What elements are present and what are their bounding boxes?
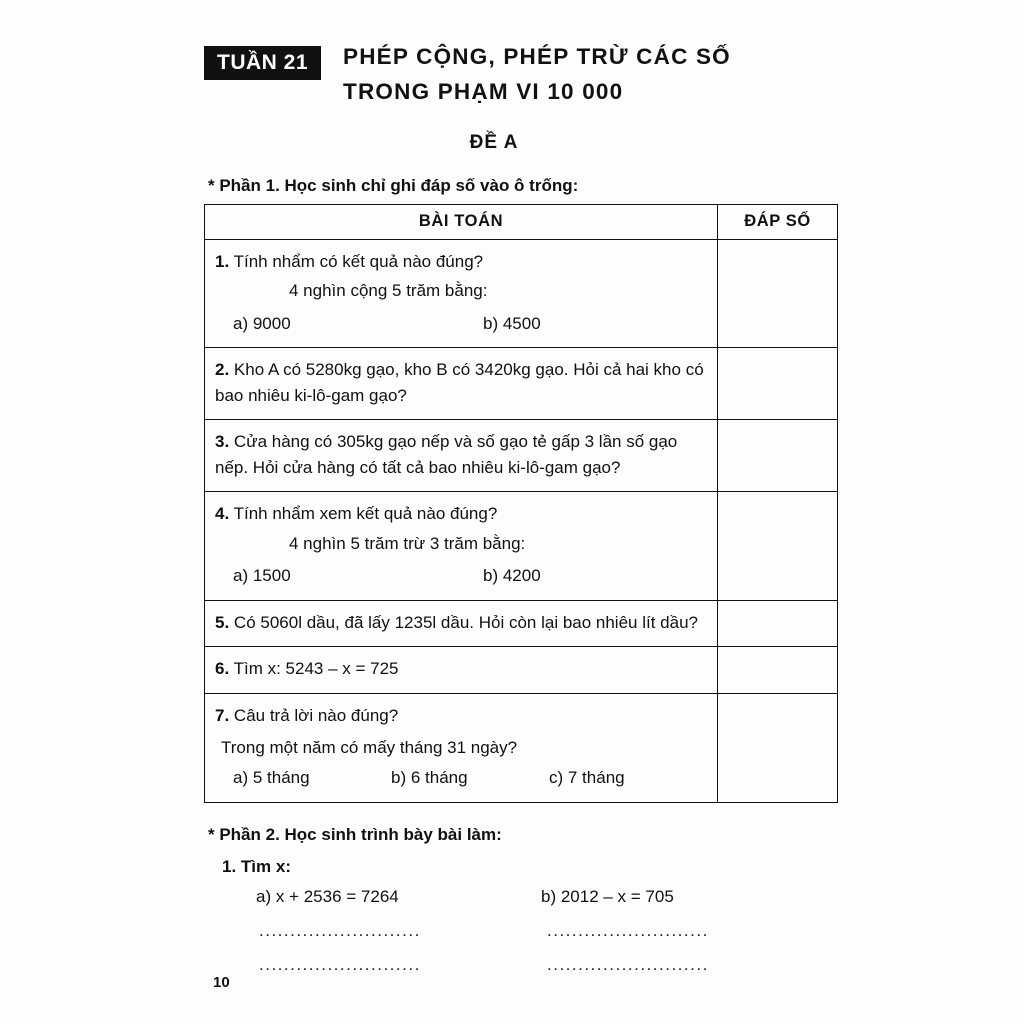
column-header-answer: ĐÁP SỐ: [718, 204, 838, 239]
question-cell-5: [205, 600, 718, 647]
question-number-3: 3.: [215, 432, 230, 452]
option-1a[interactable]: a) 9000: [233, 313, 291, 333]
page-title-line-1: PHÉP CỘNG, PHÉP TRỪ CÁC SỐ: [343, 44, 731, 69]
part2-item-text: Tìm x:: [240, 856, 291, 876]
option-7b[interactable]: b) 6 tháng: [391, 768, 468, 788]
page-number: 10: [213, 974, 230, 991]
part2-label: * Phần 2. Học sinh trình bày bài làm:: [208, 824, 502, 844]
question-sub-4: 4 nghìn 5 trăm trừ 3 trăm bằng:: [289, 533, 526, 553]
question-number-2: 2.: [215, 360, 230, 380]
question-options-4: [215, 563, 707, 589]
table-row: [205, 647, 838, 694]
answer-cell-4[interactable]: [718, 492, 838, 601]
question-sub-1: 4 nghìn cộng 5 trăm bằng:: [289, 281, 488, 301]
question-cell-4: [205, 492, 718, 601]
option-7a[interactable]: a) 5 tháng: [233, 768, 310, 788]
question-cell-7: [205, 693, 718, 802]
table-row: [205, 693, 838, 802]
answer-line-row-1: [256, 921, 844, 941]
table-header-row: [205, 204, 838, 239]
answer-line-2a[interactable]: ..........................: [259, 954, 421, 974]
answer-cell-1[interactable]: [718, 239, 838, 348]
question-options-7: [233, 765, 707, 791]
question-text-7: Câu trả lời nào đúng?: [233, 705, 399, 725]
part1-table: [204, 204, 838, 803]
page-header: [204, 40, 844, 110]
page-title-line-2: TRONG PHẠM VI 10 000: [343, 78, 624, 104]
question-number-6: 6.: [215, 659, 230, 679]
answer-cell-6[interactable]: [718, 647, 838, 694]
table-row: [205, 420, 838, 492]
equation-a: a) x + 2536 = 7264: [256, 886, 399, 906]
table-row: [205, 239, 838, 348]
answer-cell-2[interactable]: [718, 348, 838, 420]
answer-line-2b[interactable]: ..........................: [547, 954, 709, 974]
question-cell-6: [205, 647, 718, 694]
table-row: [205, 600, 838, 647]
question-number-4: 4.: [215, 504, 230, 524]
question-number-7: 7.: [215, 705, 230, 725]
answer-line-1b[interactable]: ..........................: [547, 920, 709, 940]
part2-equations: [256, 887, 844, 907]
question-text-2: Kho A có 5280kg gạo, kho B có 3420kg gạo. Hỏi cả hai kho có bao nhiêu ki-lô-gam gạo?: [215, 360, 704, 405]
question-sub-7: Trong một năm có mấy tháng 31 ngày?: [221, 738, 518, 758]
table-row: [205, 348, 838, 420]
question-options-1: [215, 311, 707, 337]
option-4a[interactable]: a) 1500: [233, 566, 291, 586]
answer-line-1a[interactable]: ..........................: [259, 920, 421, 940]
answer-line-row-2: [256, 955, 844, 975]
option-4b[interactable]: b) 4200: [483, 566, 541, 586]
question-cell-1: [205, 239, 718, 348]
week-badge: TUẦN 21: [204, 46, 321, 80]
question-text-1: Tính nhẩm có kết quả nào đúng?: [233, 251, 484, 271]
part2-item-1: [222, 857, 844, 877]
part1-label: * Phần 1. Học sinh chỉ ghi đáp số vào ô trống:: [208, 175, 579, 195]
table-row: [205, 492, 838, 601]
question-text-5: Có 5060l dầu, đã lấy 1235l dầu. Hỏi còn lại bao nhiêu lít dầu?: [233, 612, 698, 632]
question-number-1: 1.: [215, 251, 230, 271]
column-header-problem: BÀI TOÁN: [205, 204, 718, 239]
answer-cell-7[interactable]: [718, 693, 838, 802]
question-cell-3: [205, 420, 718, 492]
question-text-4: Tính nhẩm xem kết quả nào đúng?: [233, 504, 498, 524]
answer-cell-3[interactable]: [718, 420, 838, 492]
equation-b: b) 2012 – x = 705: [541, 886, 674, 906]
answer-cell-5[interactable]: [718, 600, 838, 647]
page-content: [204, 40, 844, 975]
question-cell-2: [205, 348, 718, 420]
part2-item-number: 1.: [222, 856, 237, 876]
question-text-6: Tìm x: 5243 – x = 725: [233, 659, 399, 679]
exam-code: ĐỀ A: [469, 131, 519, 153]
option-1b[interactable]: b) 4500: [483, 313, 541, 333]
option-7c[interactable]: c) 7 tháng: [549, 768, 625, 788]
page-title: [343, 40, 731, 110]
question-number-5: 5.: [215, 612, 230, 632]
question-text-3: Cửa hàng có 305kg gạo nếp và số gạo tẻ gấp 3 lần số gạo nếp. Hỏi cửa hàng có tất cả bao nhiêu ki-lô-gam gạo?: [215, 432, 678, 477]
